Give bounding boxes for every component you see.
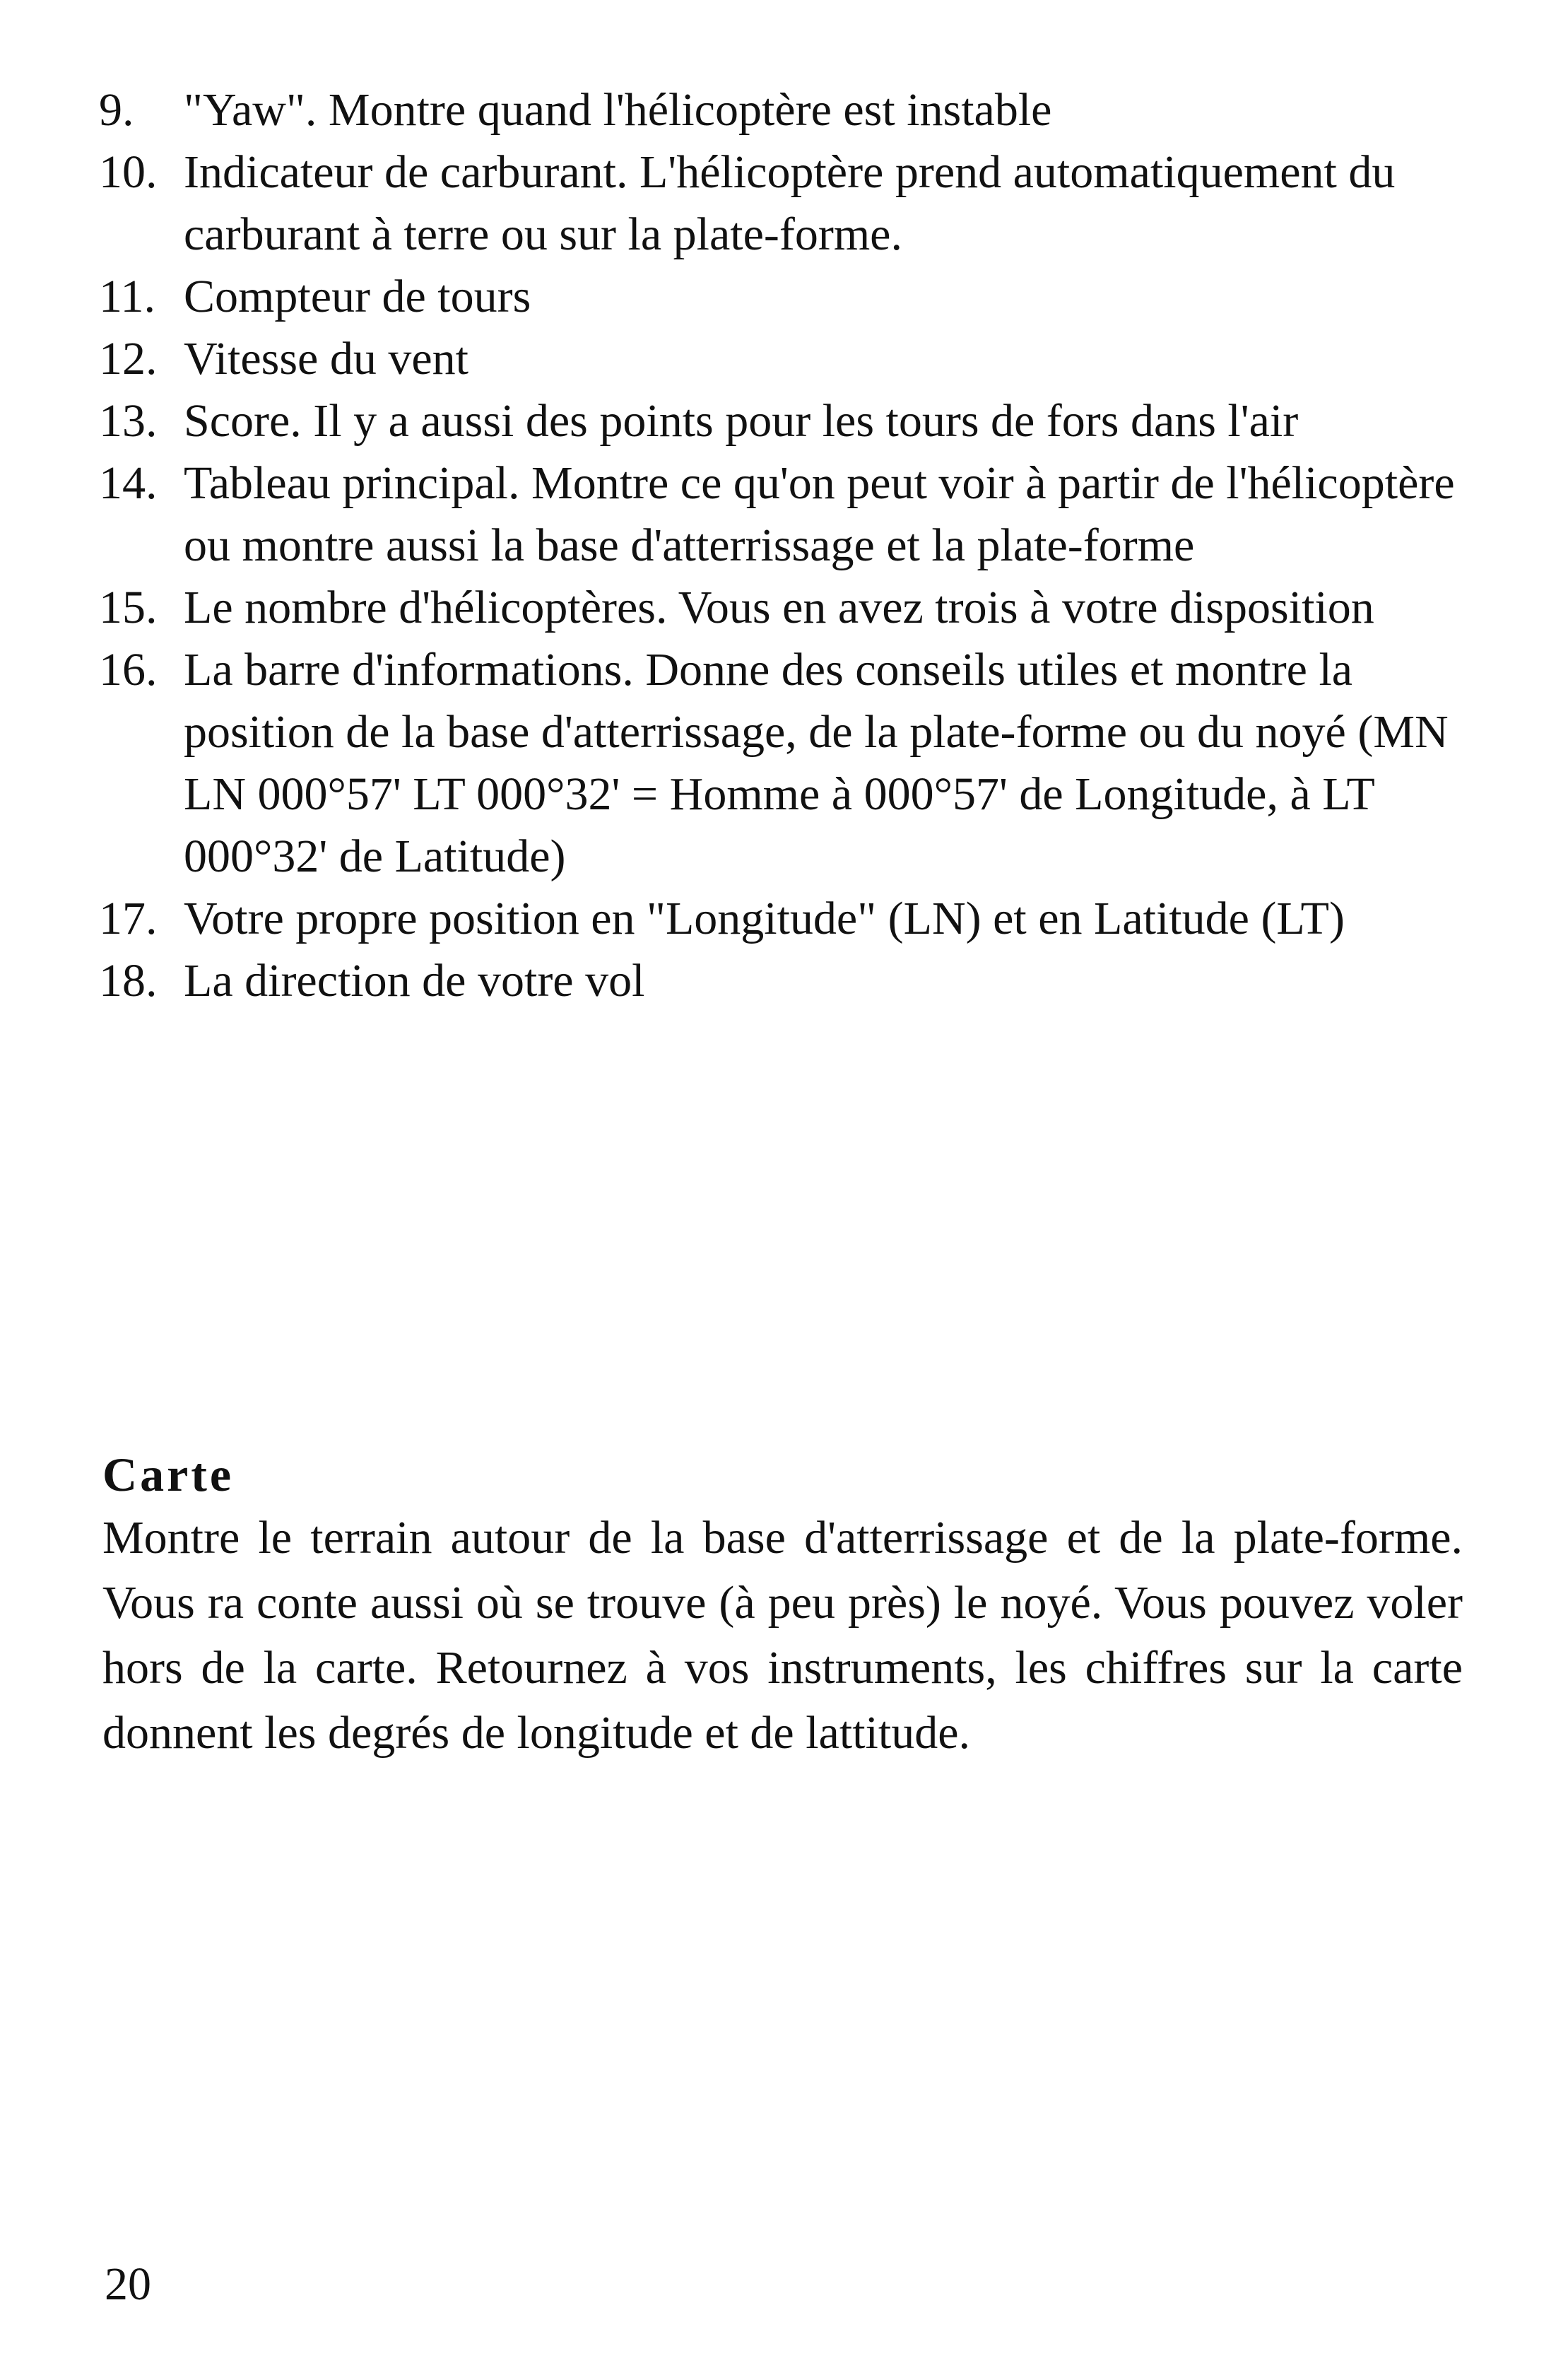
- list-item: [99, 141, 1470, 266]
- item-number: 9.: [99, 84, 134, 136]
- list-item: [99, 888, 1470, 950]
- item-number: 17.: [99, 893, 158, 944]
- item-text: La barre d'informations. Donne des conseils utiles et montre la position de la base d'atterrissage, de la plate-forme ou du noyé (MN LN 000°57' LT 000°32' = Homme à 000°57' de Longitude, à LT 000°32' de Latitude): [184, 644, 1449, 882]
- section-heading: Carte: [102, 1448, 235, 1501]
- list-item: [99, 390, 1470, 452]
- item-number: 15.: [99, 582, 158, 633]
- item-text: Le nombre d'hélicoptères. Vous en avez trois à votre disposition: [184, 582, 1374, 633]
- list-item: [99, 266, 1470, 328]
- item-number: 16.: [99, 644, 158, 696]
- item-number: 14.: [99, 457, 158, 509]
- list-item: [99, 577, 1470, 639]
- list-item: [99, 639, 1470, 888]
- item-text: Compteur de tours: [184, 271, 531, 322]
- list-item: [99, 452, 1470, 577]
- item-number: 18.: [99, 955, 158, 1007]
- section-body: Montre le terrain autour de la base d'atterrissage et de la plate-forme. Vous ra conte aussi où se trouve (à peu près) le noyé. Vous pouvez voler hors de la carte. Retournez à vos instruments, les chiffres sur la carte donnent les degrés de longitude et de lattitude.: [102, 1512, 1463, 1759]
- item-number: 13.: [99, 395, 158, 447]
- item-text: Tableau principal. Montre ce qu'on peut voir à partir de l'hélicoptère ou montre aussi la base d'atterrissage et la plate-forme: [184, 457, 1455, 571]
- item-number: 11.: [99, 271, 156, 322]
- item-text: Indicateur de carburant. L'hélicoptère prend automatiquement du carburant à terre ou sur la plate-forme.: [184, 146, 1396, 260]
- item-text: Vitesse du vent: [184, 333, 468, 385]
- item-number: 12.: [99, 333, 158, 385]
- item-text: La direction de votre vol: [184, 955, 645, 1007]
- item-number: 10.: [99, 146, 158, 198]
- page-number: 20: [105, 2258, 151, 2310]
- list-item: [99, 328, 1470, 390]
- item-text: Score. Il y a aussi des points pour les tours de fors dans l'air: [184, 395, 1299, 447]
- numbered-list: [99, 79, 1470, 1012]
- list-item: [99, 79, 1470, 141]
- item-text: Votre propre position en "Longitude" (LN) et en Latitude (LT): [184, 893, 1345, 944]
- list-item: [99, 950, 1470, 1012]
- item-text: "Yaw". Montre quand l'hélicoptère est instable: [184, 84, 1052, 136]
